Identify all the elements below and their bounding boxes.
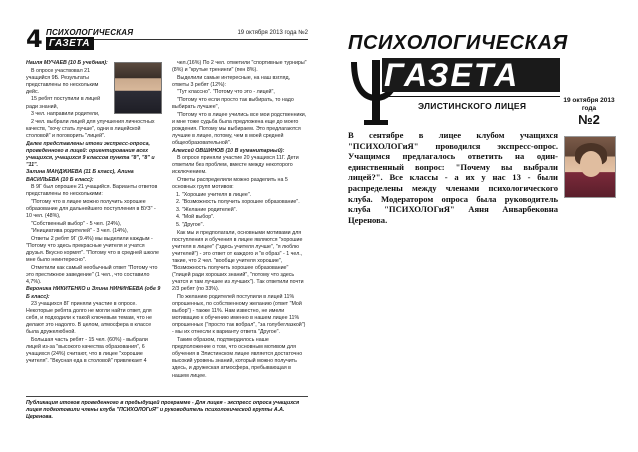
article-paragraph: 2. "Возможность получить хорошее образование". [176, 199, 300, 206]
article-paragraph: Наиля МУЧАЕВ (10 Б учебная): [26, 60, 108, 66]
article-paragraph: Залина МАНДЖИЕВА (11 Б класс), Алина ВАСИЛЬЕВА (10 Б класс): [26, 169, 134, 183]
article-paragraph: "Собственный выбор" - 5 чел. (24%), [31, 220, 122, 227]
article-paragraph: "Тут классно". "Потому что это - лицей", [177, 89, 275, 96]
header-date: 19 октября 2013 года №2 [237, 30, 308, 36]
right-page [326, 0, 638, 452]
article-paragraph: чел.(16%) По 2 чел. отметили "спортивные турниры" (8%) и "крутые тренинги" (пен 8%). [172, 60, 307, 74]
article-paragraph: Вероника НИКИТЕНКО и Элина НИНИНЕЕВА (обе 9 Б класс): [26, 286, 161, 300]
article-paragraph: Как мы и предполагали, основными мотивами для поступления и обучения в лицее являются "хорошие учителя в лицее" ("здесь учителя лучше", "я люблю учителей") - это ответ от каждого и "в образ" - 1 чел., такие, что 2 чел. "вообще учителя хорошие", "Возможность получить хорошее образование" ("лицей ради хороших знаний", "потому что здесь учатся и там лучшее из лучших"). Так ответили почти 2/3 ребят (по 33%). [172, 229, 304, 293]
photo-face [580, 151, 602, 177]
article-paragraph: "Потому что если просто так выбирать, то надо выбирать лучшее", [172, 96, 294, 111]
article-paragraph: 1. "Хорошие учителя в лицее". [176, 191, 252, 198]
left-page-header [26, 26, 308, 54]
mini-logo-bottom: ГАЗЕТА [46, 37, 94, 50]
article-paragraph: По желанию родителей поступили в лицей 11% опрошенных, по собственному желанию (ответ "Мой выбор") - также 11%. Нам известно, не имели мотивацию к обучению именно в нашем лицее 11% опрошенных ("просто так вобрал", "за голубеглазкой") - мы их отнесли к варианту ответа "Другое". [172, 294, 306, 336]
article-paragraph: 4. "Мой выбор". [176, 214, 215, 221]
article-footer: Публикация итогов проведенного в предыдущей программе - Для лицея - экспресс опроса учащихся лицея подготовили члены клуба "ПСИХОЛОГиЯ" и руководитель психологической группы А.А. Церенова. [26, 396, 308, 421]
article-paragraph: Алексей ОВШИНОВ (10 В гуманитарный): [172, 147, 285, 154]
article-paragraph: "Инициатива родителей" - 3 чел. (14%), [31, 228, 129, 235]
mini-logo-top: ПСИХОЛОГИЧЕСКАЯ [46, 28, 134, 37]
article-paragraph: Таким образом, подтвердилось наше предположение о том, что основным мотивом для обучения в Элистинском лицее является достаточно высокий уровень знаний, который можно получить здесь, и дружеская атмосфера, пребывающая в нашем лицее. [172, 337, 303, 379]
student-photo [114, 62, 162, 114]
masthead-title: ПСИХОЛОГИЧЕСКАЯ [348, 32, 568, 54]
left-page [0, 0, 318, 452]
article-paragraph: "Потому что в лицее учились все мои родственники, и мне тоже судьба была предложена еще до моего рождения. Потому мы выбираем. Это предлагаются лучшие в лицее, потому, чем в моей средней общеобразовательной". [172, 111, 307, 147]
article-paragraph: Отметили как самый необычный ответ "Потому что это престижное заведение" (1 чел., что составило 4,7%). [26, 264, 158, 285]
article-paragraph: 5. "Другое". [176, 222, 204, 229]
article-paragraph: В 9Г был опрошен 21 учащийся. Варианты ответов представлены по несколькими: [26, 184, 158, 198]
article-columns [26, 60, 308, 390]
lead-paragraph: В сентябре в лицее клубом учащихся "ПСИХОЛОГиЯ" проводился экспресс-опрос. Учащимся предлагалось ответить на один-единственный вопрос: "Почему вы выбрали лицей?". Все классы - а их у нас 13 - были распределены между членами психологического клуба. Модератором опроса была руководитель клуба "ПСИХОЛОГиЯ" Аяня Анварбековна Церенова. [348, 130, 558, 225]
issue-date: 19 октября 2013 года [563, 97, 615, 112]
article-paragraph: Выделили самые интересные, на наш взгляд, ответы 3 ребят (12%): [172, 74, 291, 88]
article-paragraph: Далее представлены итоги экспресс-опроса, проведенного в лицей: ориентирования всех учащихся, учащихся 9 классов пункта "8", "8" и "11". [26, 140, 155, 168]
article-paragraph: 23 учащихся 8Г приняли участие в опросе. Некоторые ребята долго не могли найти ответ, для себя, и подходили к такой ключевым темам, что не делают это надолго. В целом, атмосфера в классе была дружелюбной. [26, 301, 152, 336]
page-number: 4 [26, 25, 43, 53]
issue-number: №2 [578, 112, 600, 127]
article-paragraph: Ответы 2 ребят 9Г (9.4%) мы выделили каждым - "Потому что здесь прекрасные учителя и учатся друзья. Вкусно кормят". "Потому что в средней школе мне было неинтересно". [26, 235, 159, 264]
article-paragraph: Ответы распределили можно разделить на 5 основных групп мотивов: [172, 177, 288, 191]
article-paragraph: Большая часть ребят - 15 чел. (60%) - выбрали лицей из-за "высокого качества образования", 6 учащихся (24%) считают, что в лицее "хорошие учителя". "Вкусная еда в столовой" привлекает 4 [26, 337, 148, 365]
article-paragraph: 15 ребят поступили в лицей ради знаний, [26, 96, 101, 110]
moderator-photo [564, 136, 616, 198]
article-paragraph: "Потому что в лицее можно получить хорошее образование для дальнейшего поступления в ВУЗ" - 10 чел. (48%), [26, 198, 156, 219]
masthead-main: ГАЗЕТА [384, 57, 520, 93]
article-paragraph: 2 чел. выбрали лицей для улучшения личностных качеств, "хочу стать лучше", одни в лицейской столовой" и поговорить "лицей". [26, 118, 155, 139]
article-column-2 [172, 60, 308, 390]
article-paragraph: 3. "Желание родителей". [176, 206, 238, 213]
article-column-1 [26, 60, 162, 390]
article-paragraph: 3 чел. направили родители, [31, 111, 100, 118]
article-paragraph: В опросе участвовал 21 учащийся 9Б. Результаты представлены по нескольким дейс. [26, 67, 99, 95]
lyceum-name: ЭЛИСТИНСКОГО ЛИЦЕЯ [418, 101, 527, 111]
article-paragraph: В опросе приняли участие 20 учащихся 11Г. Дети ответили без проблем, вместе между некоторого исключением. [172, 155, 299, 176]
